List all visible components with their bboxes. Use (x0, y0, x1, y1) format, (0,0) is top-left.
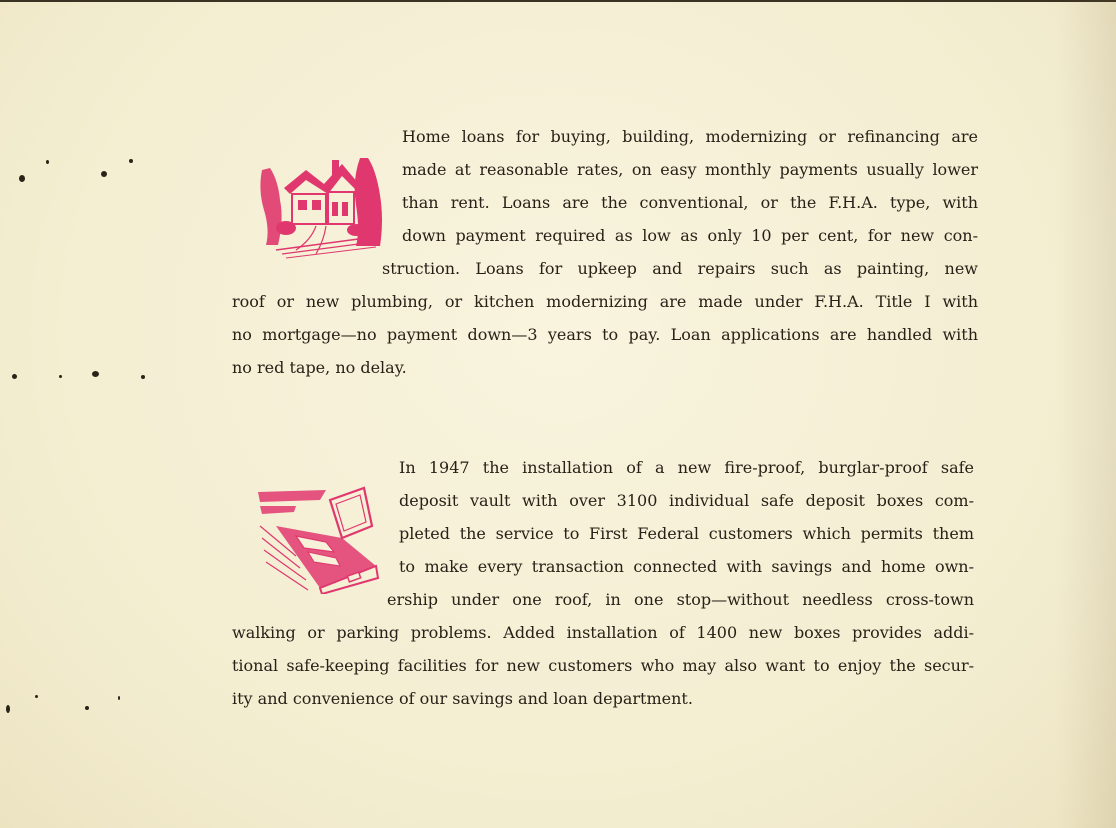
text-line: made at reasonable rates, on easy monthly payments usually lower (402, 160, 978, 179)
punch-hole (85, 706, 89, 710)
text-line: than rent. Loans are the conventional, or the F.H.A. type, with (402, 193, 978, 212)
punch-hole (118, 696, 120, 700)
punch-hole (12, 374, 17, 379)
text-line: pleted the service to First Federal customers which permits them (399, 524, 974, 543)
text-line: no red tape, no delay. (232, 358, 407, 377)
text-line: roof or new plumbing, or kitchen modernizing are made under F.H.A. Title I with (232, 292, 978, 311)
text-line: tional safe-keeping facilities for new customers who may also want to enjoy the secur- (232, 656, 974, 675)
page-right-shade (1056, 0, 1116, 828)
punch-hole (101, 171, 107, 177)
text-line: struction. Loans for upkeep and repairs such as painting, new (382, 259, 978, 278)
punch-hole (46, 160, 49, 164)
text-line: walking or parking problems. Added installation of 1400 new boxes provides addi- (232, 623, 974, 642)
text-line: Home loans for buying, building, modernizing or refinancing are (402, 127, 978, 146)
punch-hole (19, 175, 25, 182)
home-loans-paragraph (232, 120, 978, 384)
text-line: ity and convenience of our savings and loan department. (232, 689, 693, 708)
punch-hole (92, 371, 99, 377)
page-top-edge (0, 0, 1116, 2)
punch-hole (141, 375, 145, 379)
punch-hole (59, 375, 62, 378)
text-line: no mortgage—no payment down—3 years to pay. Loan applications are handled with (232, 325, 978, 344)
text-line: down payment required as low as only 10 per cent, for new con- (402, 226, 978, 245)
safe-deposit-paragraph (232, 451, 974, 715)
punch-hole (129, 159, 133, 163)
punch-hole (35, 695, 38, 698)
text-line: deposit vault with over 3100 individual safe deposit boxes com- (399, 491, 974, 510)
text-line: In 1947 the installation of a new fire-proof, burglar-proof safe (399, 458, 974, 477)
text-line: ership under one roof, in one stop—without needless cross-town (387, 590, 974, 609)
text-line: to make every transaction connected with savings and home own- (399, 557, 974, 576)
punch-hole (6, 705, 10, 713)
